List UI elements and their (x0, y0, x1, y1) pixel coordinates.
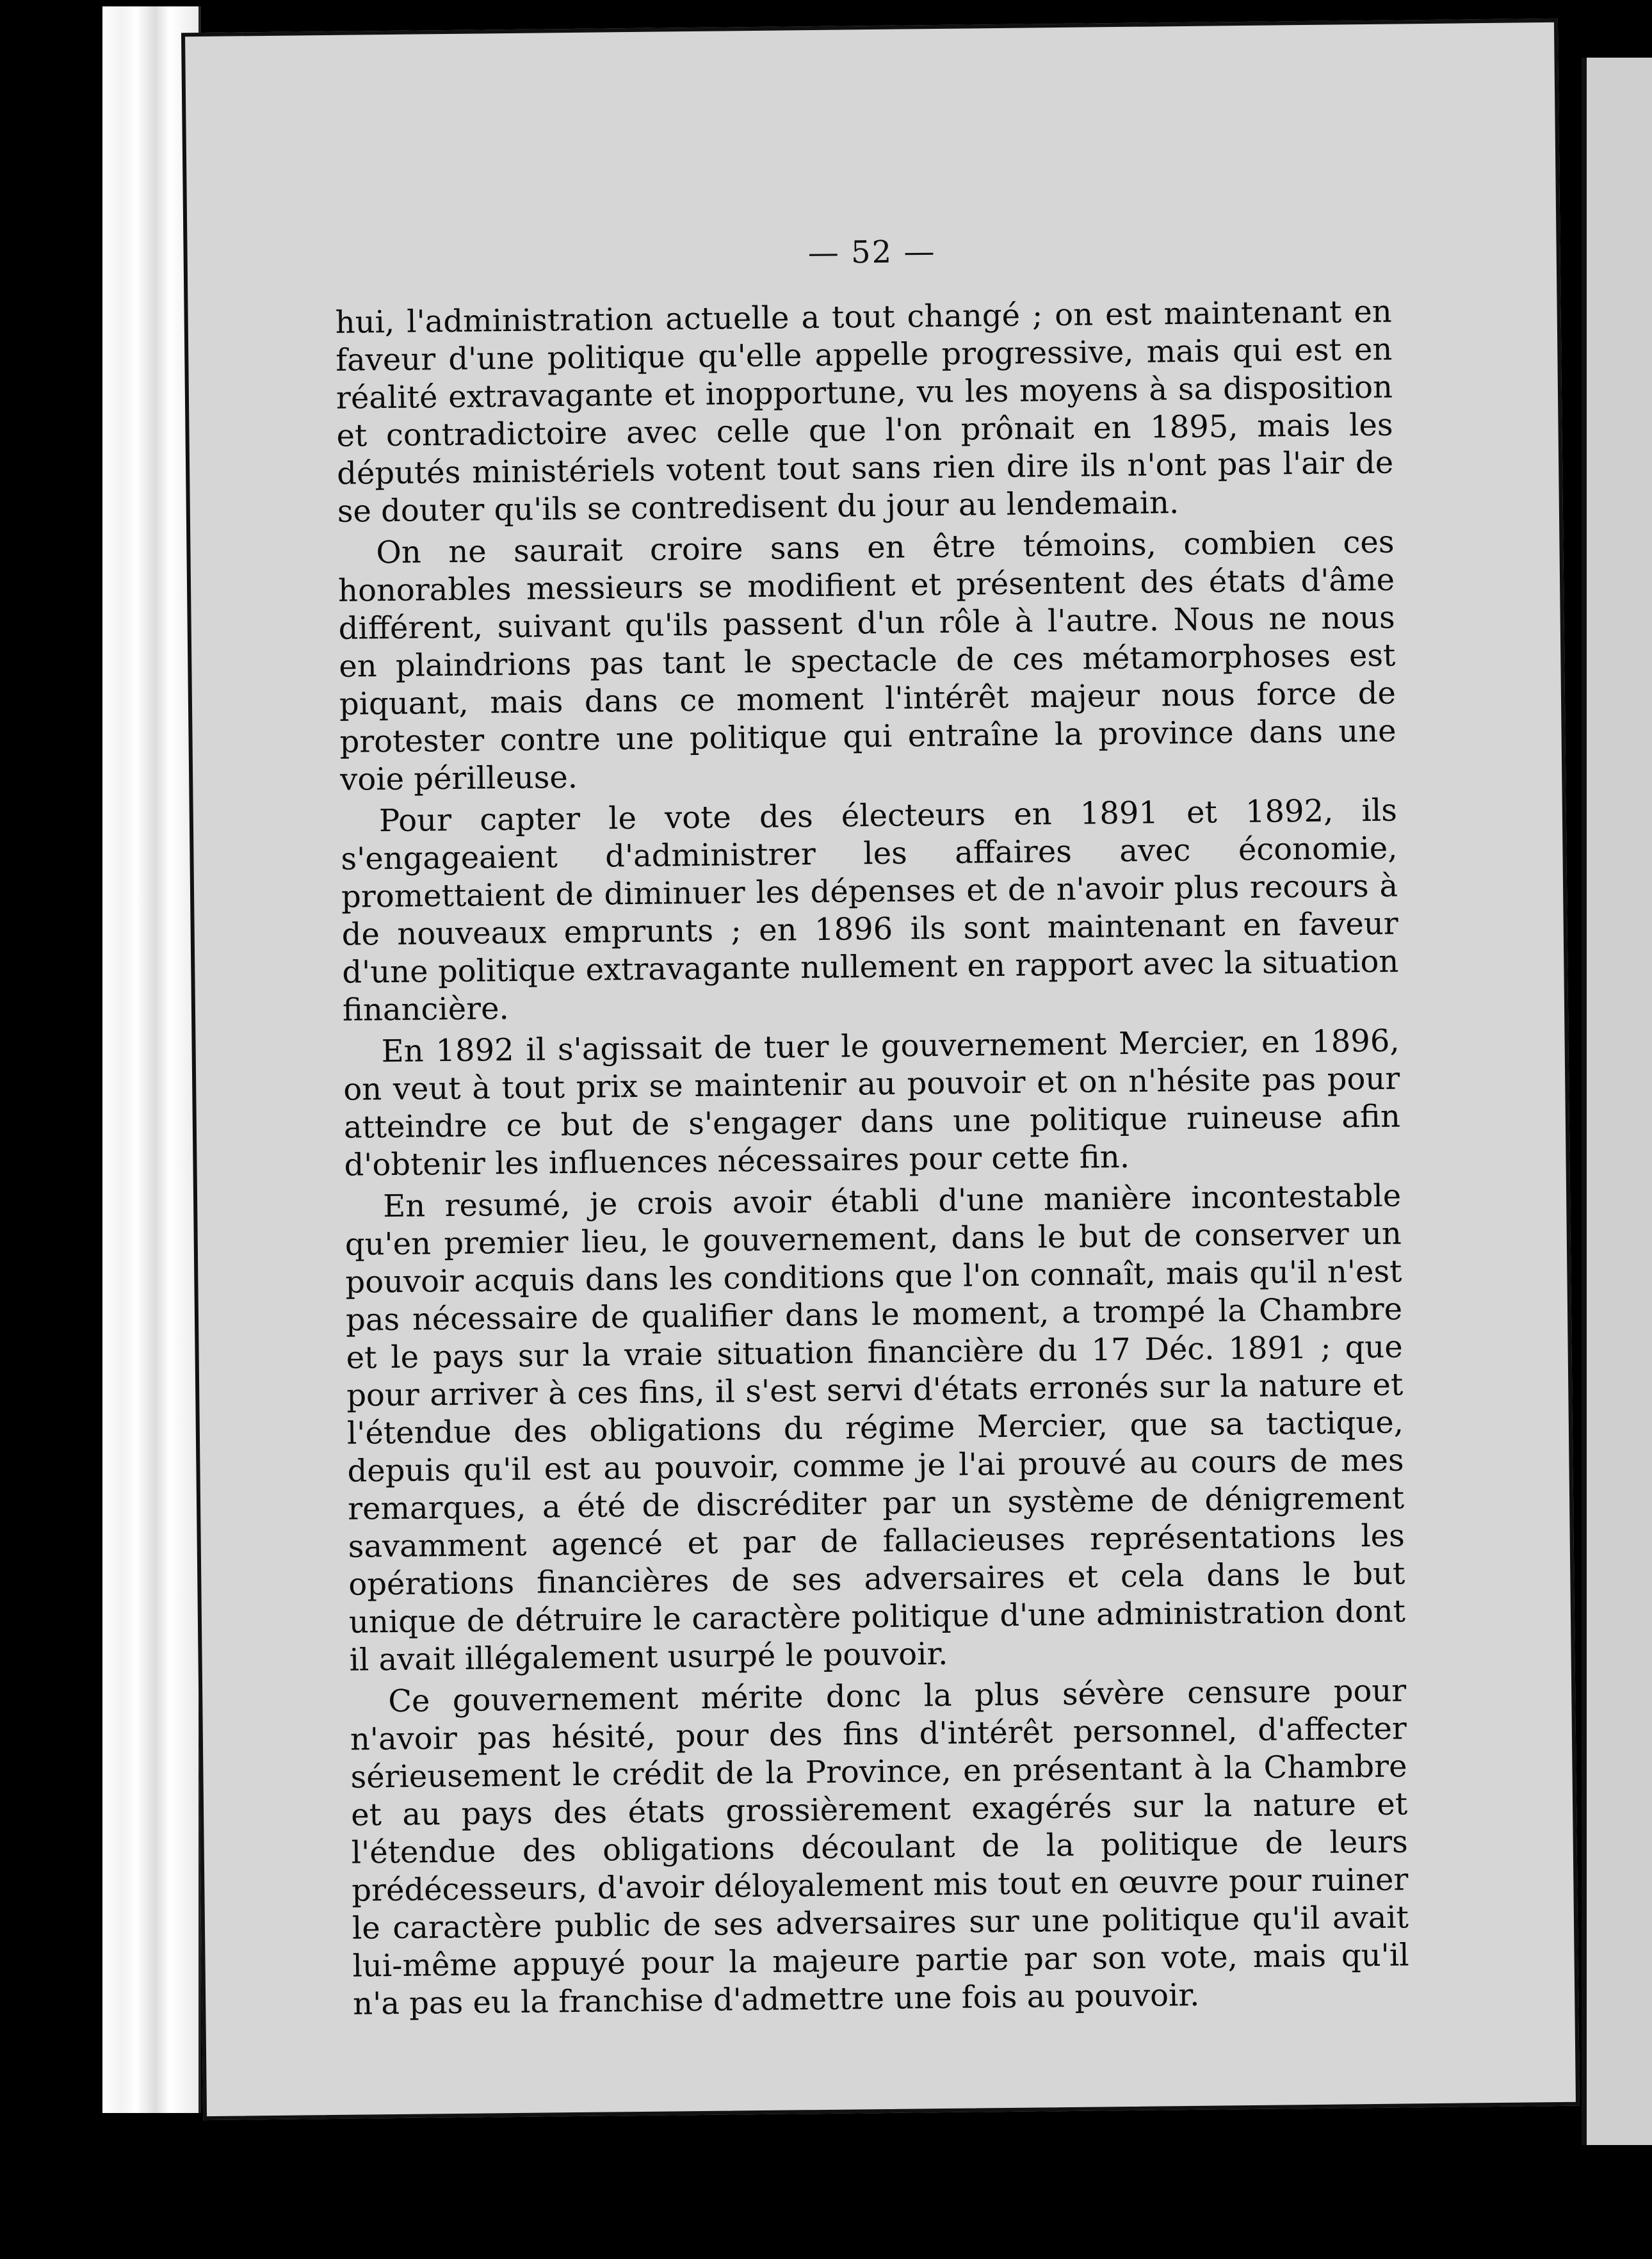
paragraph: Ce gouvernement mérite donc la plus sévère censure pour n'avoir pas hésité, pour des fins d'intérêt personnel, d'affecter sérieusement le crédit de la Province, en présentant à la Chambre et au pays des états grossièrement exagérés sur la nature et l'étendue des obligations découlant de la politique de leurs prédécesseurs, d'avoir déloyalement mis tout en œuvre pour ruiner le caractère public de ses adversaires sur une politique qu'il avait lui-même appuyé pour la majeure partie par son vote, mais qu'il n'a pas eu la franchise d'admettre une fois au pouvoir. (350, 1672, 1409, 2022)
book-page (181, 19, 1580, 2120)
paragraph: On ne saurait croire sans en être témoins, combien ces honorables messieurs se modifient et présentent des états d'âme différent, suivant qu'ils passent d'un rôle à l'autre. Nous ne nous en plaindrions pas tant le spectacle de ces métamorphoses est piquant, mais dans ce moment l'intérêt majeur nous force de protester contre une politique qui entraîne la province dans une voie périlleuse. (337, 524, 1397, 798)
paragraph: hui, l'administration actuelle a tout changé ; on est maintenant en faveur d'une politique qu'elle appelle progressive, mais qui est en réalité extravagante et inopportune, vu les moyens à sa disposition et contradictoire avec celle que l'on prônait en 1895, mais les députés ministériels votent tout sans rien dire ils n'ont pas l'air de se douter qu'ils se contredisent du jour au lendemain. (335, 293, 1394, 530)
paragraph: En 1892 il s'agissait de tuer le gouvernement Mercier, en 1896, on veut à tout prix se maintenir au pouvoir et on n'hésite pas pour atteindre ce but de s'engager dans une politique ruineuse afin d'obtenir les influences nécessaires pour cette fin. (343, 1023, 1401, 1183)
paragraph: En resumé, je crois avoir établi d'une manière incontestable qu'en premier lieu, le gouvernement, dans le but de conserver un pouvoir acquis dans les conditions que l'on connaît, mais qu'il n'est pas nécessaire de qualifier dans le moment, a trompé la Chambre et le pays sur la vraie situation financière du 17 Déc. 1891 ; que pour arriver à ces fins, il s'est servi d'états erronés sur la nature et l'étendue des obligations du régime Mercier, que sa tactique, depuis qu'il est au pouvoir, comme je l'ai prouvé au cours de mes remarques, a été de discréditer par un système de dénigrement savamment agencé et par de fallacieuses représentations les opérations financières de ses adversaires et cela dans le but unique de détruire le caractère politique d'une administration dont il avait illégalement usurpé le pouvoir. (344, 1178, 1406, 1678)
paragraph: Pour capter le vote des électeurs en 1891 et 1892, ils s'engageaient d'administrer les affaires avec économie, promettaient de diminuer les dépenses et de n'avoir plus recours à de nouveaux emprunts ; en 1896 ils sont maintenant en faveur d'une politique extravagante nullement en rapport avec la situation financière. (341, 792, 1399, 1028)
body-text (335, 293, 1409, 2027)
page-number: — 52 — (807, 234, 936, 271)
facing-page-edge (1582, 58, 1652, 2145)
